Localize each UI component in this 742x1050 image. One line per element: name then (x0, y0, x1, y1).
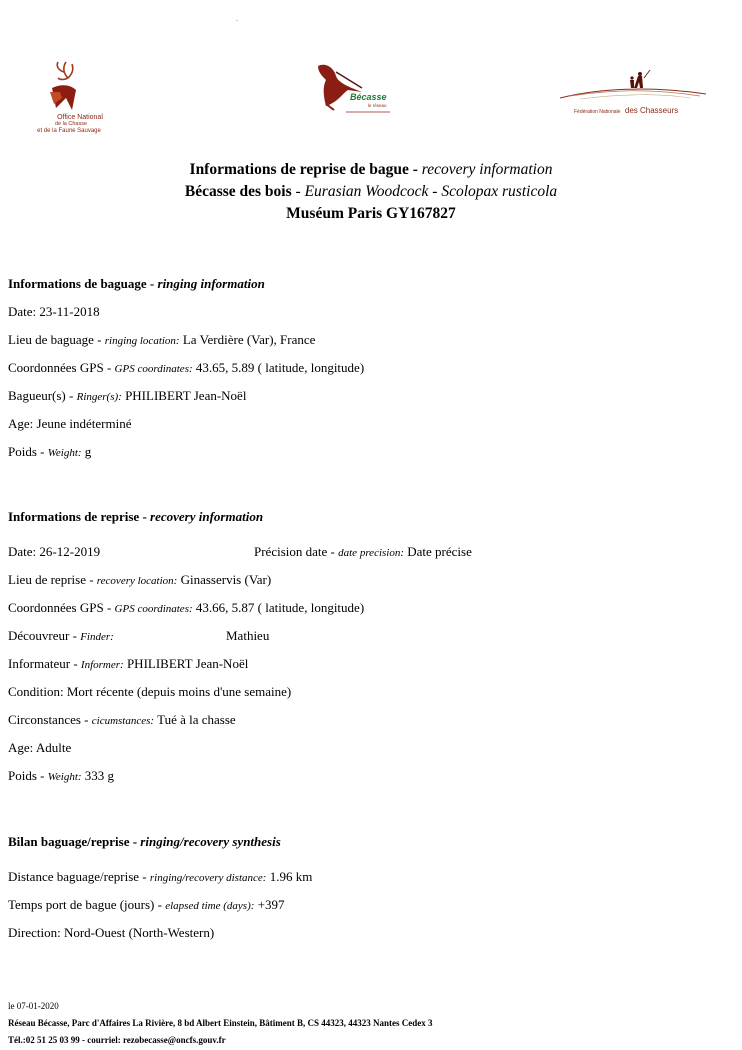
synthesis-title-en: ringing/recovery synthesis (140, 834, 281, 849)
recovery-gps-label-en: GPS coordinates: (114, 603, 193, 615)
ringing-gps-value: 43.65, 5.89 ( latitude, longitude) (195, 360, 365, 375)
ringing-location-value: La Verdière (Var), France (182, 332, 316, 347)
hunters-landscape-icon (560, 66, 706, 100)
recovery-weight-label-en: Weight: (47, 771, 82, 783)
synthesis-distance (8, 869, 312, 886)
recovery-finder (8, 628, 114, 645)
circ-label: Circonstances - (8, 712, 89, 727)
ringing-age-value: Jeune indéterminé (36, 416, 132, 431)
footer-contact: Tél.:02 51 25 03 99 - courriel: rezobecasse@oncfs.gouv.fr (8, 1035, 226, 1045)
informer-label: Informateur - (8, 656, 78, 671)
deer-antler-icon (42, 58, 88, 116)
distance-value: 1.96 km (269, 869, 313, 884)
recovery-informer (8, 656, 248, 673)
distance-label-en: ringing/recovery distance: (149, 872, 267, 884)
recovery-date-value: 26-12-2019 (39, 544, 101, 559)
finder-label-en: Finder: (80, 631, 114, 643)
synthesis-section-title (8, 834, 281, 850)
recovery-precision (254, 544, 472, 561)
ring-number: Muséum Paris GY167827 (286, 205, 456, 222)
ringing-section-title (8, 276, 265, 292)
species-fr: Bécasse des bois (184, 183, 292, 200)
precision-value: Date précise (407, 544, 472, 559)
recovery-age-value: Adulte (35, 740, 72, 755)
becasse-sub: le réseau (368, 103, 387, 108)
recovery-gps-value: 43.66, 5.87 ( latitude, longitude) (195, 600, 365, 615)
recovery-location-label: Lieu de reprise - (8, 572, 94, 587)
finder-value: Mathieu (226, 628, 270, 643)
footer-date: le 07-01-2020 (8, 1001, 59, 1011)
time-label: Temps port de bague (jours) - (8, 897, 162, 912)
ringing-age-label: Age: (8, 416, 34, 431)
recovery-condition (8, 684, 291, 700)
recovery-weight-value: 333 g (84, 768, 115, 783)
circ-value: Tué à la chasse (157, 712, 236, 727)
condition-label: Condition: (8, 684, 64, 699)
species-line: Bécasse des bois - Eurasian Woodcock - Scolopax rusticola (184, 183, 558, 200)
ringing-title-fr: Informations de baguage - (8, 276, 155, 291)
ringing-weight-label-en: Weight: (47, 447, 82, 459)
ringing-weight-value: g (84, 444, 92, 459)
fnc-logo (560, 66, 706, 115)
oncfs-line2: de la Chasse (54, 121, 88, 127)
oncfs-logo (28, 58, 110, 142)
ringing-location-label-en: ringing location: (104, 335, 180, 347)
fnc-small: Fédération Nationale (574, 109, 621, 115)
synthesis-title-fr: Bilan baguage/reprise - (8, 834, 138, 849)
oncfs-line1: Office National (57, 114, 103, 121)
ringing-age (8, 416, 131, 432)
distance-label: Distance baguage/reprise - (8, 869, 147, 884)
recovery-gps-label: Coordonnées GPS - (8, 600, 112, 615)
synthesis-direction (8, 925, 214, 941)
ringing-weight (8, 444, 91, 461)
ringing-weight-label: Poids - (8, 444, 45, 459)
recovery-date (8, 544, 100, 560)
top-mark: - (236, 18, 238, 24)
recovery-title-fr: Informations de reprise - (8, 509, 147, 524)
footer-address: Réseau Bécasse, Parc d'Affaires La Rivière, 8 bd Albert Einstein, Bâtiment B, CS 44323, 44323 Nantes Cedex 3 (8, 1018, 433, 1028)
title-fr: Informations de reprise de bague - (189, 161, 418, 178)
doc-title (0, 159, 742, 181)
fnc-big: des Chasseurs (624, 106, 679, 115)
ringing-date-value: 23-11-2018 (39, 304, 100, 319)
ringing-location-label: Lieu de baguage - (8, 332, 102, 347)
ringing-date-label: Date: (8, 304, 37, 319)
ringing-ringer (8, 388, 246, 405)
ringer-value: PHILIBERT Jean-Noël (125, 388, 247, 403)
circ-label-en: cicumstances: (91, 715, 155, 727)
becasse-name: Bécasse (350, 92, 387, 102)
ringer-label: Bagueur(s) - (8, 388, 74, 403)
recovery-weight (8, 768, 114, 785)
recovery-age (8, 740, 71, 756)
recovery-gps (8, 600, 364, 617)
species-en: Eurasian Woodcock - Scolopax rusticola (304, 183, 558, 200)
recovery-date-label: Date: (8, 544, 37, 559)
becasse-logo (312, 58, 396, 114)
title-en: recovery information (421, 161, 553, 178)
recovery-section-title (8, 509, 263, 525)
ringing-gps-label: Coordonnées GPS - (8, 360, 112, 375)
ringing-location (8, 332, 315, 349)
ringing-title-en: ringing information (157, 276, 265, 291)
recovery-location-value: Ginasservis (Var) (180, 572, 272, 587)
recovery-circumstances (8, 712, 236, 729)
recovery-age-label: Age: (8, 740, 34, 755)
finder-label: Découvreur - (8, 628, 77, 643)
direction-value: Nord-Ouest (North-Western) (63, 925, 215, 940)
ringing-gps-label-en: GPS coordinates: (114, 363, 193, 375)
recovery-location (8, 572, 271, 589)
oncfs-line3: et de la Faune Sauvage (37, 128, 101, 134)
recovery-title-en: recovery information (150, 509, 264, 524)
recovery-location-label-en: recovery location: (96, 575, 178, 587)
ringing-date (8, 304, 100, 320)
time-label-en: elapsed time (days): (165, 900, 255, 912)
informer-value: PHILIBERT Jean-Noël (126, 656, 249, 671)
precision-label-en: date precision: (338, 547, 405, 559)
recovery-weight-label: Poids - (8, 768, 45, 783)
ringing-gps (8, 360, 364, 377)
precision-label: Précision date - (254, 544, 335, 559)
synthesis-time (8, 897, 285, 914)
condition-value: Mort récente (depuis moins d'une semaine) (66, 684, 292, 699)
ringer-label-en: Ringer(s): (76, 391, 122, 403)
time-value: +397 (257, 897, 285, 912)
informer-label-en: Informer: (80, 659, 124, 671)
direction-label: Direction: (8, 925, 61, 940)
